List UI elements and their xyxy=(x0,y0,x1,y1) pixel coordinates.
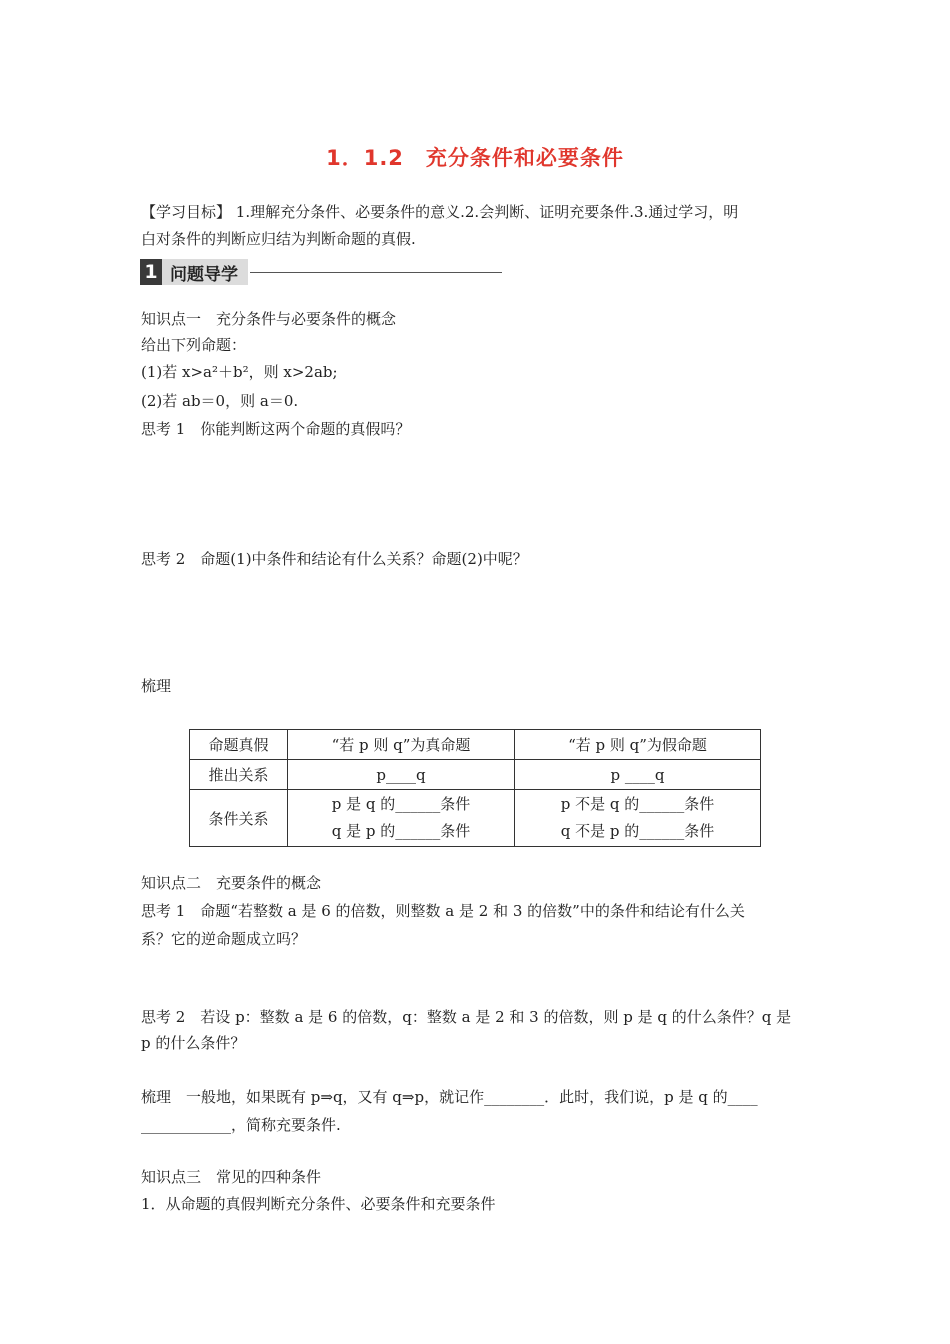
k1-prop-2: (2)若 ab＝0，则 a＝0. xyxy=(141,392,299,410)
table-header-cell: 命题真假 xyxy=(190,730,288,760)
k3-heading: 知识点三 常见的四种条件 xyxy=(141,1168,322,1186)
table-cell: 推出关系 xyxy=(190,760,288,790)
table-row xyxy=(190,730,761,760)
table-cell: 条件关系 xyxy=(190,790,288,847)
k2-summary-line-1: 梳理 一般地，如果既有 p⇒q，又有 q⇒p，就记作________．此时，我们说，p 是 q 的____ xyxy=(141,1088,758,1106)
k1-think-2: 思考 2 命题(1)中条件和结论有什么关系？命题(2)中呢？ xyxy=(141,550,528,568)
table-header-cell: “若 p 则 q”为真命题 xyxy=(288,730,515,760)
table-row xyxy=(190,790,761,847)
true-cond-line-2: q 是 p 的______条件 xyxy=(331,822,471,840)
table-header-cell: “若 p 则 q”为假命题 xyxy=(515,730,761,760)
k1-intro: 给出下列命题： xyxy=(141,336,247,354)
table-cell: p ____q xyxy=(515,760,761,790)
k2-think-2-line-2: p 的什么条件？ xyxy=(141,1034,246,1052)
k1-prop-1: (1)若 x>a²＋b²，则 x>2ab; xyxy=(141,363,338,381)
false-cond-line-2: q 不是 p 的______条件 xyxy=(560,822,715,840)
goals-line-1: 1.理解充分条件、必要条件的意义.2.会判断、证明充要条件.3.通过学习，明 xyxy=(235,203,739,221)
k2-think-1-line-2: 系？它的逆命题成立吗？ xyxy=(141,930,307,948)
table-cell: p____q xyxy=(288,760,515,790)
table-cell xyxy=(288,790,515,847)
goals-label: 【学习目标】 xyxy=(141,203,232,221)
k1-heading: 知识点一 充分条件与必要条件的概念 xyxy=(141,310,397,328)
k2-think-1-line-1: 思考 1 命题“若整数 a 是 6 的倍数，则整数 a 是 2 和 3 的倍数”中的条件和结论有什么关 xyxy=(141,902,745,920)
section-number: 1 xyxy=(140,259,162,285)
condition-table xyxy=(189,729,761,847)
table-cell xyxy=(515,790,761,847)
false-cond-line-1: p 不是 q 的______条件 xyxy=(560,795,715,813)
k3-item-1: 1．从命题的真假判断充分条件、必要条件和充要条件 xyxy=(141,1195,496,1213)
learning-goals xyxy=(141,202,738,222)
table-row xyxy=(190,760,761,790)
section-header xyxy=(140,259,502,285)
k1-summary-label: 梳理 xyxy=(141,677,172,695)
k2-heading: 知识点二 充要条件的概念 xyxy=(141,874,322,892)
k2-think-2-line-1: 思考 2 若设 p：整数 a 是 6 的倍数，q：整数 a 是 2 和 3 的倍数，则 p 是 q 的什么条件？q 是 xyxy=(141,1008,792,1026)
goals-line-2: 白对条件的判断应归结为判断命题的真假. xyxy=(141,230,416,248)
page-title: 1．1.2 充分条件和必要条件 xyxy=(326,146,624,170)
section-divider xyxy=(250,272,502,273)
k2-summary-line-2: ____________，简称充要条件. xyxy=(141,1116,341,1134)
true-cond-line-1: p 是 q 的______条件 xyxy=(331,795,471,813)
k1-think-1: 思考 1 你能判断这两个命题的真假吗？ xyxy=(141,420,411,438)
section-label: 问题导学 xyxy=(162,259,248,285)
